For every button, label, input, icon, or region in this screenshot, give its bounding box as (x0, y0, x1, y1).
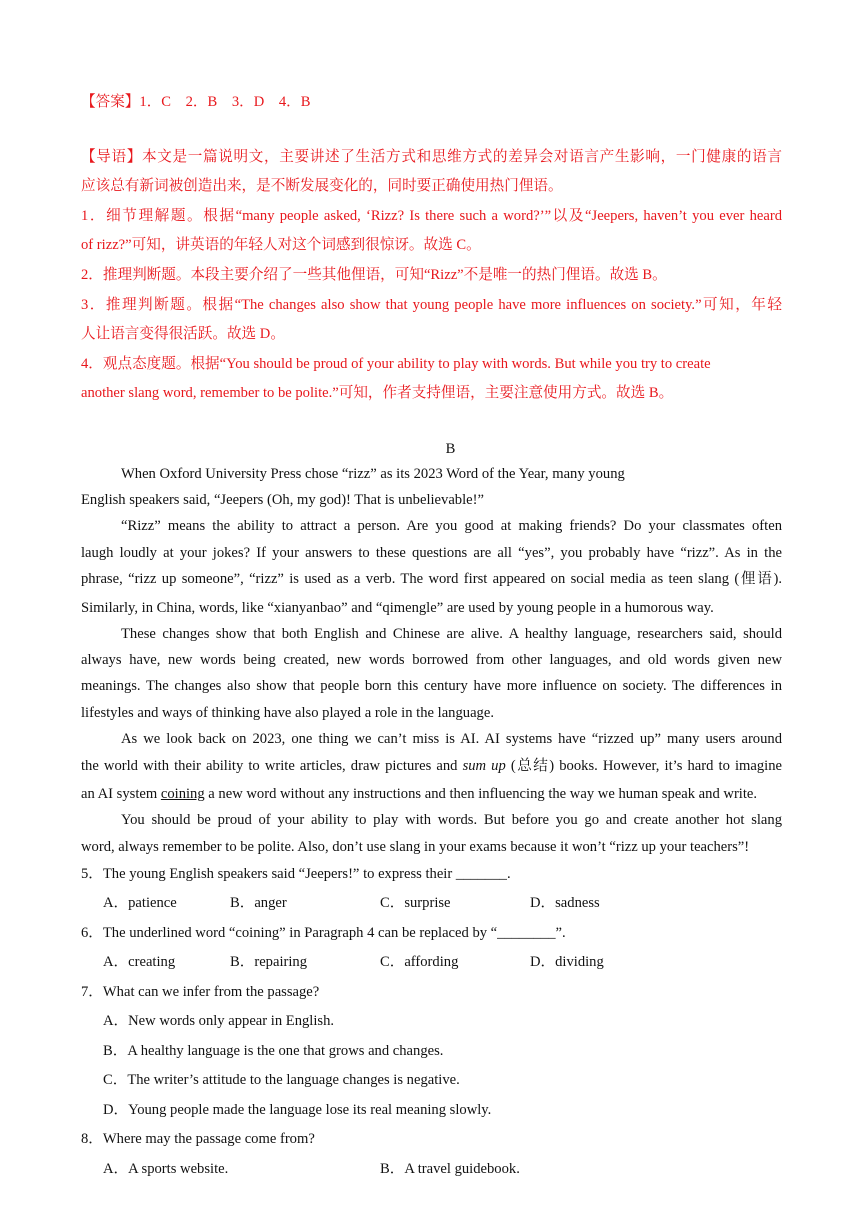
paragraph-2-line-3: phrase, “rizz up someone”, “rizz” is used as a verb. The word first appeared on social media as teen slang (俚语). (81, 571, 782, 587)
guide-line-1: 【导语】本文是一篇说明文，主要讲述了生活方式和思维方式的差异会对语言产生影响，一门健康的语言 (81, 149, 782, 165)
answer-key (81, 92, 782, 112)
paragraph-3-line-2: always have, new words being created, new words borrowed from other languages, and old words given new (81, 652, 782, 668)
paragraph-4-line-2: the world with their ability to write articles, draw pictures and sum up (总结) books. However, it’s hard to imagine (81, 758, 782, 774)
question-6-option-b[interactable]: B．repairing (230, 954, 308, 970)
passage-heading: B (445, 441, 456, 457)
explanation-4-line-1: 4．观点态度题。根据“You should be proud of your ability to play with words. But while you try to create (81, 356, 711, 372)
question-5-option-d[interactable]: D．sadness (530, 895, 600, 911)
underlined-word-coining: coining (160, 786, 205, 802)
question-6-option-a[interactable]: A．creating (103, 954, 176, 970)
paragraph-2-line-2: laugh loudly at your jokes? If your answers to these questions are all “yes”, you probably have “rizz”. As in the (81, 545, 782, 561)
question-8-stem: 8．Where may the passage come from? (81, 1131, 315, 1147)
explanation-4-line-2: another slang word, remember to be polite.”可知，作者支持俚语，主要注意使用方式。故选 B。 (81, 385, 674, 401)
paragraph-5-line-1: You should be proud of your ability to play with words. But before you go and create another hot slang (121, 812, 782, 828)
question-7-stem: 7．What can we infer from the passage? (81, 984, 320, 1000)
question-5-option-c[interactable]: C．surprise (380, 895, 451, 911)
paragraph-1-line-2: English speakers said, “Jeepers (Oh, my god)! That is unbelievable!” (81, 492, 484, 508)
paragraph-3-line-1: These changes show that both English and Chinese are alive. A healthy language, researchers said, should (121, 626, 782, 642)
guide-label: 【导语】 (81, 149, 143, 165)
paragraph-5-line-2: word, always remember to be polite. Also, don’t use slang in your exams because it won’t “rizz up your teachers”! (81, 839, 750, 855)
question-5-option-a[interactable]: A．patience (103, 895, 177, 911)
question-7-option-b[interactable]: B．A healthy language is the one that grows and changes. (103, 1043, 444, 1059)
paragraph-2-line-1: “Rizz” means the ability to attract a person. Are you good at making friends? Do your classmates often (121, 518, 782, 534)
explanation-3-line-2: 人让语言变得很活跃。故选 D。 (81, 326, 285, 342)
question-5-stem: 5．The young English speakers said “Jeepers!” to express their _______. (81, 866, 511, 882)
question-8-option-b[interactable]: B．A travel guidebook. (380, 1161, 520, 1177)
answer-key-label: 【答案】 (81, 94, 140, 110)
paragraph-4-line-1: As we look back on 2023, one thing we can’t miss is AI. AI systems have “rizzed up” many users around (121, 731, 782, 747)
italic-phrase-sum-up: sum up (462, 758, 506, 774)
answer-key-values: 1．C 2．B 3．D 4．B (139, 94, 311, 110)
explanation-1-line-1: 1．细节理解题。根据“many people asked, ‘Rizz? Is there such a word?’”以及“Jeepers, haven’t you ever heard (81, 208, 782, 224)
paragraph-3-line-3: meanings. The changes also show that people born this century have more influence on society. The differences in (81, 678, 782, 694)
paragraph-1-line-1: When Oxford University Press chose “rizz” as its 2023 Word of the Year, many young (121, 466, 625, 482)
explanation-1-line-2: of rizz?”可知，讲英语的年轻人对这个词感到很惊讶。故选 C。 (81, 237, 481, 253)
question-6-option-d[interactable]: D．dividing (530, 954, 604, 970)
explanation-3-line-1: 3．推理判断题。根据“The changes also show that young people have more influences on society.”可知，年轻 (81, 297, 782, 313)
question-7-option-c[interactable]: C．The writer’s attitude to the language changes is negative. (103, 1072, 460, 1088)
guide-line-2: 应该总有新词被创造出来，是不断发展变化的，同时要正确使用热门俚语。 (81, 178, 563, 194)
question-5-option-b[interactable]: B．anger (230, 895, 287, 911)
question-6-option-c[interactable]: C．affording (380, 954, 459, 970)
question-7-option-d[interactable]: D．Young people made the language lose its real meaning slowly. (103, 1102, 492, 1118)
question-6-stem: 6．The underlined word “coining” in Paragraph 4 can be replaced by “________”. (81, 925, 566, 941)
explanation-2: 2．推理判断题。本段主要介绍了一些其他俚语，可知“Rizz”不是唯一的热门俚语。故选 B。 (81, 267, 667, 283)
question-7-option-a[interactable]: A．New words only appear in English. (103, 1013, 335, 1029)
paragraph-3-line-4: lifestyles and ways of thinking have also played a role in the language. (81, 705, 494, 721)
paragraph-4-line-3: an AI system coining a new word without any instructions and then influencing the way we human speak and write. (81, 786, 758, 802)
question-8-option-a[interactable]: A．A sports website. (103, 1161, 229, 1177)
paragraph-2-line-4: Similarly, in China, words, like “xianyanbao” and “qimengle” are used by young people in a humorous way. (81, 600, 714, 616)
